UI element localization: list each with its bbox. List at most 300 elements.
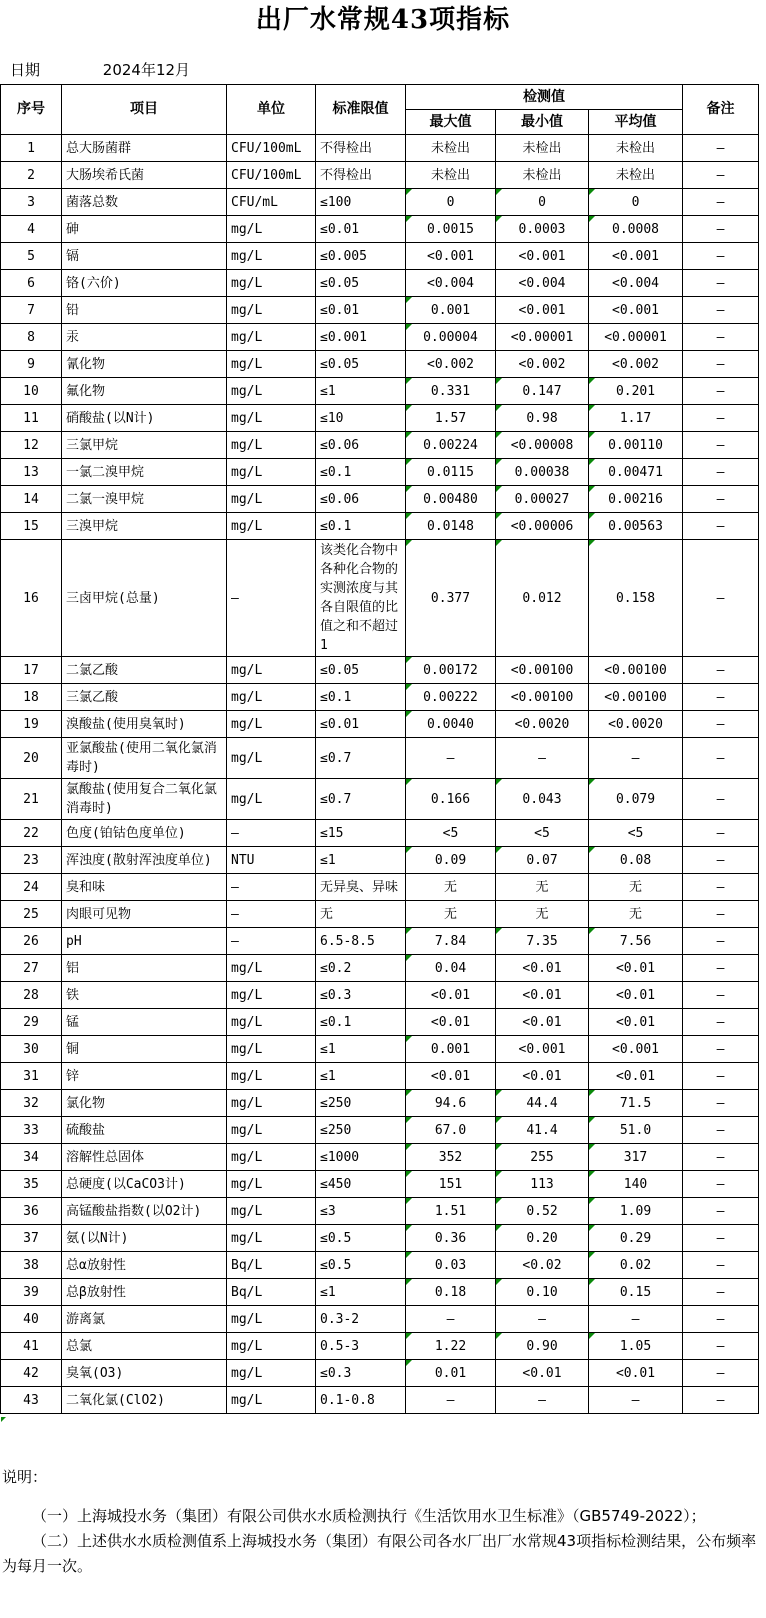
table-row [1, 189, 759, 216]
cell-unit: mg/L [227, 1036, 316, 1063]
cell-max: 0.00222 [406, 684, 496, 711]
cell-unit: mg/L [227, 351, 316, 378]
cell-limit: ≤100 [316, 189, 406, 216]
cell-item: 二氯一溴甲烷 [62, 486, 227, 513]
cell-limit: ≤0.3 [316, 1360, 406, 1387]
cell-item: 锰 [62, 1009, 227, 1036]
cell-item: 铝 [62, 955, 227, 982]
cell-avg: 0.00563 [589, 513, 683, 540]
cell-item: 铬(六价) [62, 270, 227, 297]
cell-unit: mg/L [227, 779, 316, 820]
cell-note: – [683, 243, 759, 270]
cell-min: 255 [496, 1144, 589, 1171]
cell-no: 12 [1, 432, 62, 459]
cell-min: <0.00001 [496, 324, 589, 351]
cell-limit: ≤1000 [316, 1144, 406, 1171]
cell-min: <0.00008 [496, 432, 589, 459]
cell-no: 17 [1, 657, 62, 684]
date-value: 2024年12月 [102, 61, 191, 79]
cell-no: 13 [1, 459, 62, 486]
cell-avg: 71.5 [589, 1090, 683, 1117]
cell-min: 0.52 [496, 1198, 589, 1225]
cell-min: 0.147 [496, 378, 589, 405]
cell-max: 0.001 [406, 1036, 496, 1063]
cell-unit: mg/L [227, 459, 316, 486]
cell-max: – [406, 738, 496, 779]
cell-max: 未检出 [406, 135, 496, 162]
cell-item: pH [62, 928, 227, 955]
cell-note: – [683, 1198, 759, 1225]
cell-item: 二氯乙酸 [62, 657, 227, 684]
cell-min: <5 [496, 820, 589, 847]
table-row [1, 657, 759, 684]
cell-max: <5 [406, 820, 496, 847]
cell-item: 锌 [62, 1063, 227, 1090]
table-row [1, 955, 759, 982]
cell-limit: 0.5-3 [316, 1333, 406, 1360]
cell-no: 20 [1, 738, 62, 779]
cell-min: 无 [496, 874, 589, 901]
cell-min: <0.004 [496, 270, 589, 297]
cell-avg: 0 [589, 189, 683, 216]
table-row [1, 779, 759, 820]
cell-note: – [683, 847, 759, 874]
table-row [1, 847, 759, 874]
cell-min: – [496, 1306, 589, 1333]
cell-max: 0.331 [406, 378, 496, 405]
cell-max: 0.0115 [406, 459, 496, 486]
cell-note: – [683, 1387, 759, 1414]
cell-min: <0.01 [496, 982, 589, 1009]
cell-avg: <0.01 [589, 1063, 683, 1090]
cell-no: 24 [1, 874, 62, 901]
cell-unit: mg/L [227, 1306, 316, 1333]
cell-limit: ≤0.005 [316, 243, 406, 270]
cell-limit: ≤250 [316, 1090, 406, 1117]
cell-limit: ≤1 [316, 847, 406, 874]
cell-max: 352 [406, 1144, 496, 1171]
cell-no: 4 [1, 216, 62, 243]
table-row [1, 1171, 759, 1198]
cell-unit: CFU/mL [227, 189, 316, 216]
cell-item: 肉眼可见物 [62, 901, 227, 928]
cell-note: – [683, 1117, 759, 1144]
cell-item: 三溴甲烷 [62, 513, 227, 540]
note-item-1: （一）上海城投水务（集团）有限公司供水水质检测执行《生活饮用水卫生标准》（GB5749-2022）； [32, 1507, 706, 1525]
cell-unit: mg/L [227, 1090, 316, 1117]
cell-note: – [683, 162, 759, 189]
cell-min: 7.35 [496, 928, 589, 955]
cell-limit: 无异臭、异味 [316, 874, 406, 901]
cell-no: 16 [1, 540, 62, 657]
cell-note: – [683, 874, 759, 901]
cell-limit: ≤1 [316, 1063, 406, 1090]
cell-avg: 0.15 [589, 1279, 683, 1306]
cell-unit: mg/L [227, 297, 316, 324]
cell-min: 0.043 [496, 779, 589, 820]
cell-unit: mg/L [227, 513, 316, 540]
cell-limit: ≤450 [316, 1171, 406, 1198]
cell-unit: mg/L [227, 486, 316, 513]
cell-limit: ≤1 [316, 1279, 406, 1306]
col-header-unit: 单位 [227, 85, 316, 135]
table-row [1, 711, 759, 738]
table-row [1, 135, 759, 162]
cell-min: <0.01 [496, 1063, 589, 1090]
cell-unit: CFU/100mL [227, 162, 316, 189]
table-row [1, 540, 759, 657]
cell-item: 臭和味 [62, 874, 227, 901]
table-row [1, 486, 759, 513]
col-header-detection: 检测值 [406, 85, 683, 110]
table-row [1, 1117, 759, 1144]
cell-avg: <0.001 [589, 297, 683, 324]
cell-max: 0.0040 [406, 711, 496, 738]
cell-limit: ≤0.01 [316, 297, 406, 324]
cell-limit: 不得检出 [316, 162, 406, 189]
cell-avg: 317 [589, 1144, 683, 1171]
cell-avg: <0.00100 [589, 684, 683, 711]
cell-item: 三氯乙酸 [62, 684, 227, 711]
cell-note: – [683, 982, 759, 1009]
cell-limit: ≤0.5 [316, 1225, 406, 1252]
cell-max: <0.001 [406, 243, 496, 270]
cell-note: – [683, 189, 759, 216]
cell-no: 14 [1, 486, 62, 513]
cell-max: <0.01 [406, 982, 496, 1009]
table-row [1, 820, 759, 847]
cell-min: <0.00006 [496, 513, 589, 540]
cell-no: 29 [1, 1009, 62, 1036]
cell-no: 1 [1, 135, 62, 162]
cell-max: – [406, 1387, 496, 1414]
cell-item: 硫酸盐 [62, 1117, 227, 1144]
cell-min: – [496, 738, 589, 779]
col-header-no: 序号 [1, 85, 62, 135]
table-row [1, 1333, 759, 1360]
cell-min: 0 [496, 189, 589, 216]
cell-avg: 无 [589, 901, 683, 928]
cell-min: <0.01 [496, 955, 589, 982]
cell-unit: – [227, 820, 316, 847]
cell-no: 38 [1, 1252, 62, 1279]
cell-no: 41 [1, 1333, 62, 1360]
col-header-item: 项目 [62, 85, 227, 135]
cell-note: – [683, 216, 759, 243]
cell-avg: 0.0008 [589, 216, 683, 243]
cell-note: – [683, 432, 759, 459]
cell-avg: 无 [589, 874, 683, 901]
col-header-max: 最大值 [406, 110, 496, 135]
cell-no: 23 [1, 847, 62, 874]
cell-min: <0.0020 [496, 711, 589, 738]
cell-max: 0.18 [406, 1279, 496, 1306]
cell-limit: ≤0.7 [316, 779, 406, 820]
cell-unit: mg/L [227, 1171, 316, 1198]
cell-note: – [683, 1090, 759, 1117]
cell-unit: mg/L [227, 405, 316, 432]
cell-note: – [683, 820, 759, 847]
cell-avg: 1.17 [589, 405, 683, 432]
cell-item: 汞 [62, 324, 227, 351]
cell-note: – [683, 513, 759, 540]
cell-limit: ≤0.1 [316, 684, 406, 711]
cell-item: 色度(铂钴色度单位) [62, 820, 227, 847]
cell-unit: mg/L [227, 657, 316, 684]
cell-limit: 0.3-2 [316, 1306, 406, 1333]
table-row [1, 1387, 759, 1414]
cell-limit: ≤0.1 [316, 459, 406, 486]
cell-unit: Bq/L [227, 1279, 316, 1306]
table-row [1, 324, 759, 351]
cell-min: <0.00100 [496, 684, 589, 711]
cell-limit: ≤0.7 [316, 738, 406, 779]
cell-item: 总氯 [62, 1333, 227, 1360]
cell-max: 0.04 [406, 955, 496, 982]
cell-avg: 0.29 [589, 1225, 683, 1252]
table-body [1, 135, 759, 1414]
cell-limit: 不得检出 [316, 135, 406, 162]
cell-avg: 51.0 [589, 1117, 683, 1144]
cell-min: 未检出 [496, 162, 589, 189]
cell-avg: <0.00100 [589, 657, 683, 684]
table-row [1, 1036, 759, 1063]
cell-avg: 0.00110 [589, 432, 683, 459]
cell-unit: mg/L [227, 378, 316, 405]
cell-note: – [683, 1252, 759, 1279]
cell-item: 游离氯 [62, 1306, 227, 1333]
cell-max: 0.166 [406, 779, 496, 820]
cell-no: 33 [1, 1117, 62, 1144]
cell-no: 40 [1, 1306, 62, 1333]
cell-note: – [683, 1144, 759, 1171]
table-row [1, 432, 759, 459]
cell-no: 30 [1, 1036, 62, 1063]
cell-item: 总大肠菌群 [62, 135, 227, 162]
cell-unit: – [227, 874, 316, 901]
cell-no: 3 [1, 189, 62, 216]
cell-unit: mg/L [227, 432, 316, 459]
table-row [1, 162, 759, 189]
note-item-2: （二）上述供水水质检测值系上海城投水务（集团）有限公司各水厂出厂水常规43项指标检测结果，公布频率为每月一次。 [2, 1532, 757, 1575]
cell-item: 氨(以N计) [62, 1225, 227, 1252]
cell-note: – [683, 351, 759, 378]
cell-item: 氯酸盐(使用复合二氧化氯消毒时) [62, 779, 227, 820]
table-row [1, 1306, 759, 1333]
cell-limit: ≤0.05 [316, 351, 406, 378]
col-header-note: 备注 [683, 85, 759, 135]
cell-min: 0.98 [496, 405, 589, 432]
cell-limit: ≤0.5 [316, 1252, 406, 1279]
cell-unit: mg/L [227, 216, 316, 243]
cell-limit: ≤0.01 [316, 216, 406, 243]
cell-note: – [683, 1009, 759, 1036]
date-row [10, 61, 766, 79]
indicators-table [0, 84, 759, 1414]
cell-max: 0.03 [406, 1252, 496, 1279]
cell-no: 27 [1, 955, 62, 982]
cell-item: 砷 [62, 216, 227, 243]
cell-avg: 0.08 [589, 847, 683, 874]
cell-no: 21 [1, 779, 62, 820]
cell-item: 氟化物 [62, 378, 227, 405]
table-row [1, 1198, 759, 1225]
cell-max: <0.002 [406, 351, 496, 378]
table-row [1, 378, 759, 405]
cell-unit: mg/L [227, 1144, 316, 1171]
cell-max: 0.00004 [406, 324, 496, 351]
table-row [1, 243, 759, 270]
cell-item: 镉 [62, 243, 227, 270]
cell-unit: – [227, 901, 316, 928]
cell-avg: 0.02 [589, 1252, 683, 1279]
cell-unit: NTU [227, 847, 316, 874]
cell-min: 0.00027 [496, 486, 589, 513]
cell-max: 0.01 [406, 1360, 496, 1387]
cell-avg: 1.05 [589, 1333, 683, 1360]
table-row [1, 1144, 759, 1171]
cell-limit: ≤250 [316, 1117, 406, 1144]
cell-no: 11 [1, 405, 62, 432]
cell-limit: 0.1-0.8 [316, 1387, 406, 1414]
cell-min: 0.20 [496, 1225, 589, 1252]
cell-item: 三卤甲烷(总量) [62, 540, 227, 657]
cell-item: 浑浊度(散射浑浊度单位) [62, 847, 227, 874]
cell-no: 22 [1, 820, 62, 847]
cell-item: 总α放射性 [62, 1252, 227, 1279]
table-row [1, 874, 759, 901]
cell-limit: ≤3 [316, 1198, 406, 1225]
cell-note: – [683, 1063, 759, 1090]
table-row [1, 459, 759, 486]
cell-unit: – [227, 540, 316, 657]
cell-item: 铅 [62, 297, 227, 324]
cell-avg: <0.0020 [589, 711, 683, 738]
cell-unit: mg/L [227, 270, 316, 297]
cell-item: 溴酸盐(使用臭氧时) [62, 711, 227, 738]
cell-avg: – [589, 738, 683, 779]
cell-no: 9 [1, 351, 62, 378]
cell-item: 铜 [62, 1036, 227, 1063]
cell-note: – [683, 486, 759, 513]
green-marker-triangle [1, 1417, 6, 1422]
cell-note: – [683, 1333, 759, 1360]
cell-min: 0.012 [496, 540, 589, 657]
cell-min: <0.01 [496, 1360, 589, 1387]
cell-no: 34 [1, 1144, 62, 1171]
cell-item: 亚氯酸盐(使用二氧化氯消毒时) [62, 738, 227, 779]
cell-avg: 0.079 [589, 779, 683, 820]
cell-note: – [683, 1171, 759, 1198]
cell-avg: – [589, 1306, 683, 1333]
cell-no: 6 [1, 270, 62, 297]
cell-max: 1.57 [406, 405, 496, 432]
cell-no: 8 [1, 324, 62, 351]
cell-note: – [683, 1225, 759, 1252]
cell-avg: <0.01 [589, 1360, 683, 1387]
cell-limit: 6.5-8.5 [316, 928, 406, 955]
cell-min: <0.001 [496, 243, 589, 270]
cell-avg: 0.158 [589, 540, 683, 657]
cell-note: – [683, 657, 759, 684]
table-row [1, 1252, 759, 1279]
cell-note: – [683, 738, 759, 779]
cell-limit: ≤0.06 [316, 432, 406, 459]
cell-item: 总硬度(以CaCO3计) [62, 1171, 227, 1198]
cell-note: – [683, 711, 759, 738]
cell-avg: 未检出 [589, 135, 683, 162]
cell-min: 无 [496, 901, 589, 928]
cell-no: 2 [1, 162, 62, 189]
cell-item: 一氯二溴甲烷 [62, 459, 227, 486]
cell-limit: ≤10 [316, 405, 406, 432]
cell-unit: mg/L [227, 324, 316, 351]
cell-min: 44.4 [496, 1090, 589, 1117]
cell-note: – [683, 459, 759, 486]
cell-avg: 0.00216 [589, 486, 683, 513]
cell-unit: CFU/100mL [227, 135, 316, 162]
cell-min: 0.90 [496, 1333, 589, 1360]
cell-max: 0.36 [406, 1225, 496, 1252]
cell-avg: 未检出 [589, 162, 683, 189]
cell-note: – [683, 135, 759, 162]
cell-note: – [683, 270, 759, 297]
cell-max: 0.377 [406, 540, 496, 657]
cell-min: 未检出 [496, 135, 589, 162]
cell-limit: 无 [316, 901, 406, 928]
cell-note: – [683, 1279, 759, 1306]
date-label: 日期 [10, 61, 41, 79]
cell-note: – [683, 684, 759, 711]
cell-limit: ≤0.01 [316, 711, 406, 738]
cell-note: – [683, 779, 759, 820]
cell-no: 36 [1, 1198, 62, 1225]
cell-note: – [683, 297, 759, 324]
cell-unit: mg/L [227, 1009, 316, 1036]
cell-min: 0.10 [496, 1279, 589, 1306]
cell-min: <0.001 [496, 1036, 589, 1063]
cell-min: 41.4 [496, 1117, 589, 1144]
cell-limit: ≤15 [316, 820, 406, 847]
cell-unit: mg/L [227, 243, 316, 270]
cell-unit: mg/L [227, 1333, 316, 1360]
table-row [1, 738, 759, 779]
cell-max: 0.0148 [406, 513, 496, 540]
cell-max: 0.0015 [406, 216, 496, 243]
cell-no: 26 [1, 928, 62, 955]
cell-limit: ≤1 [316, 378, 406, 405]
cell-max: 7.84 [406, 928, 496, 955]
cell-note: – [683, 1306, 759, 1333]
table-row [1, 1279, 759, 1306]
cell-min: 0.00038 [496, 459, 589, 486]
cell-item: 溶解性总固体 [62, 1144, 227, 1171]
table-row [1, 1360, 759, 1387]
cell-limit: ≤0.3 [316, 982, 406, 1009]
cell-limit: ≤0.001 [316, 324, 406, 351]
table-row [1, 270, 759, 297]
cell-max: 未检出 [406, 162, 496, 189]
cell-item: 氰化物 [62, 351, 227, 378]
cell-unit: – [227, 928, 316, 955]
cell-no: 35 [1, 1171, 62, 1198]
cell-item: 臭氧(O3) [62, 1360, 227, 1387]
cell-no: 28 [1, 982, 62, 1009]
cell-max: – [406, 1306, 496, 1333]
cell-no: 43 [1, 1387, 62, 1414]
cell-item: 二氧化氯(ClO2) [62, 1387, 227, 1414]
cell-note: – [683, 901, 759, 928]
